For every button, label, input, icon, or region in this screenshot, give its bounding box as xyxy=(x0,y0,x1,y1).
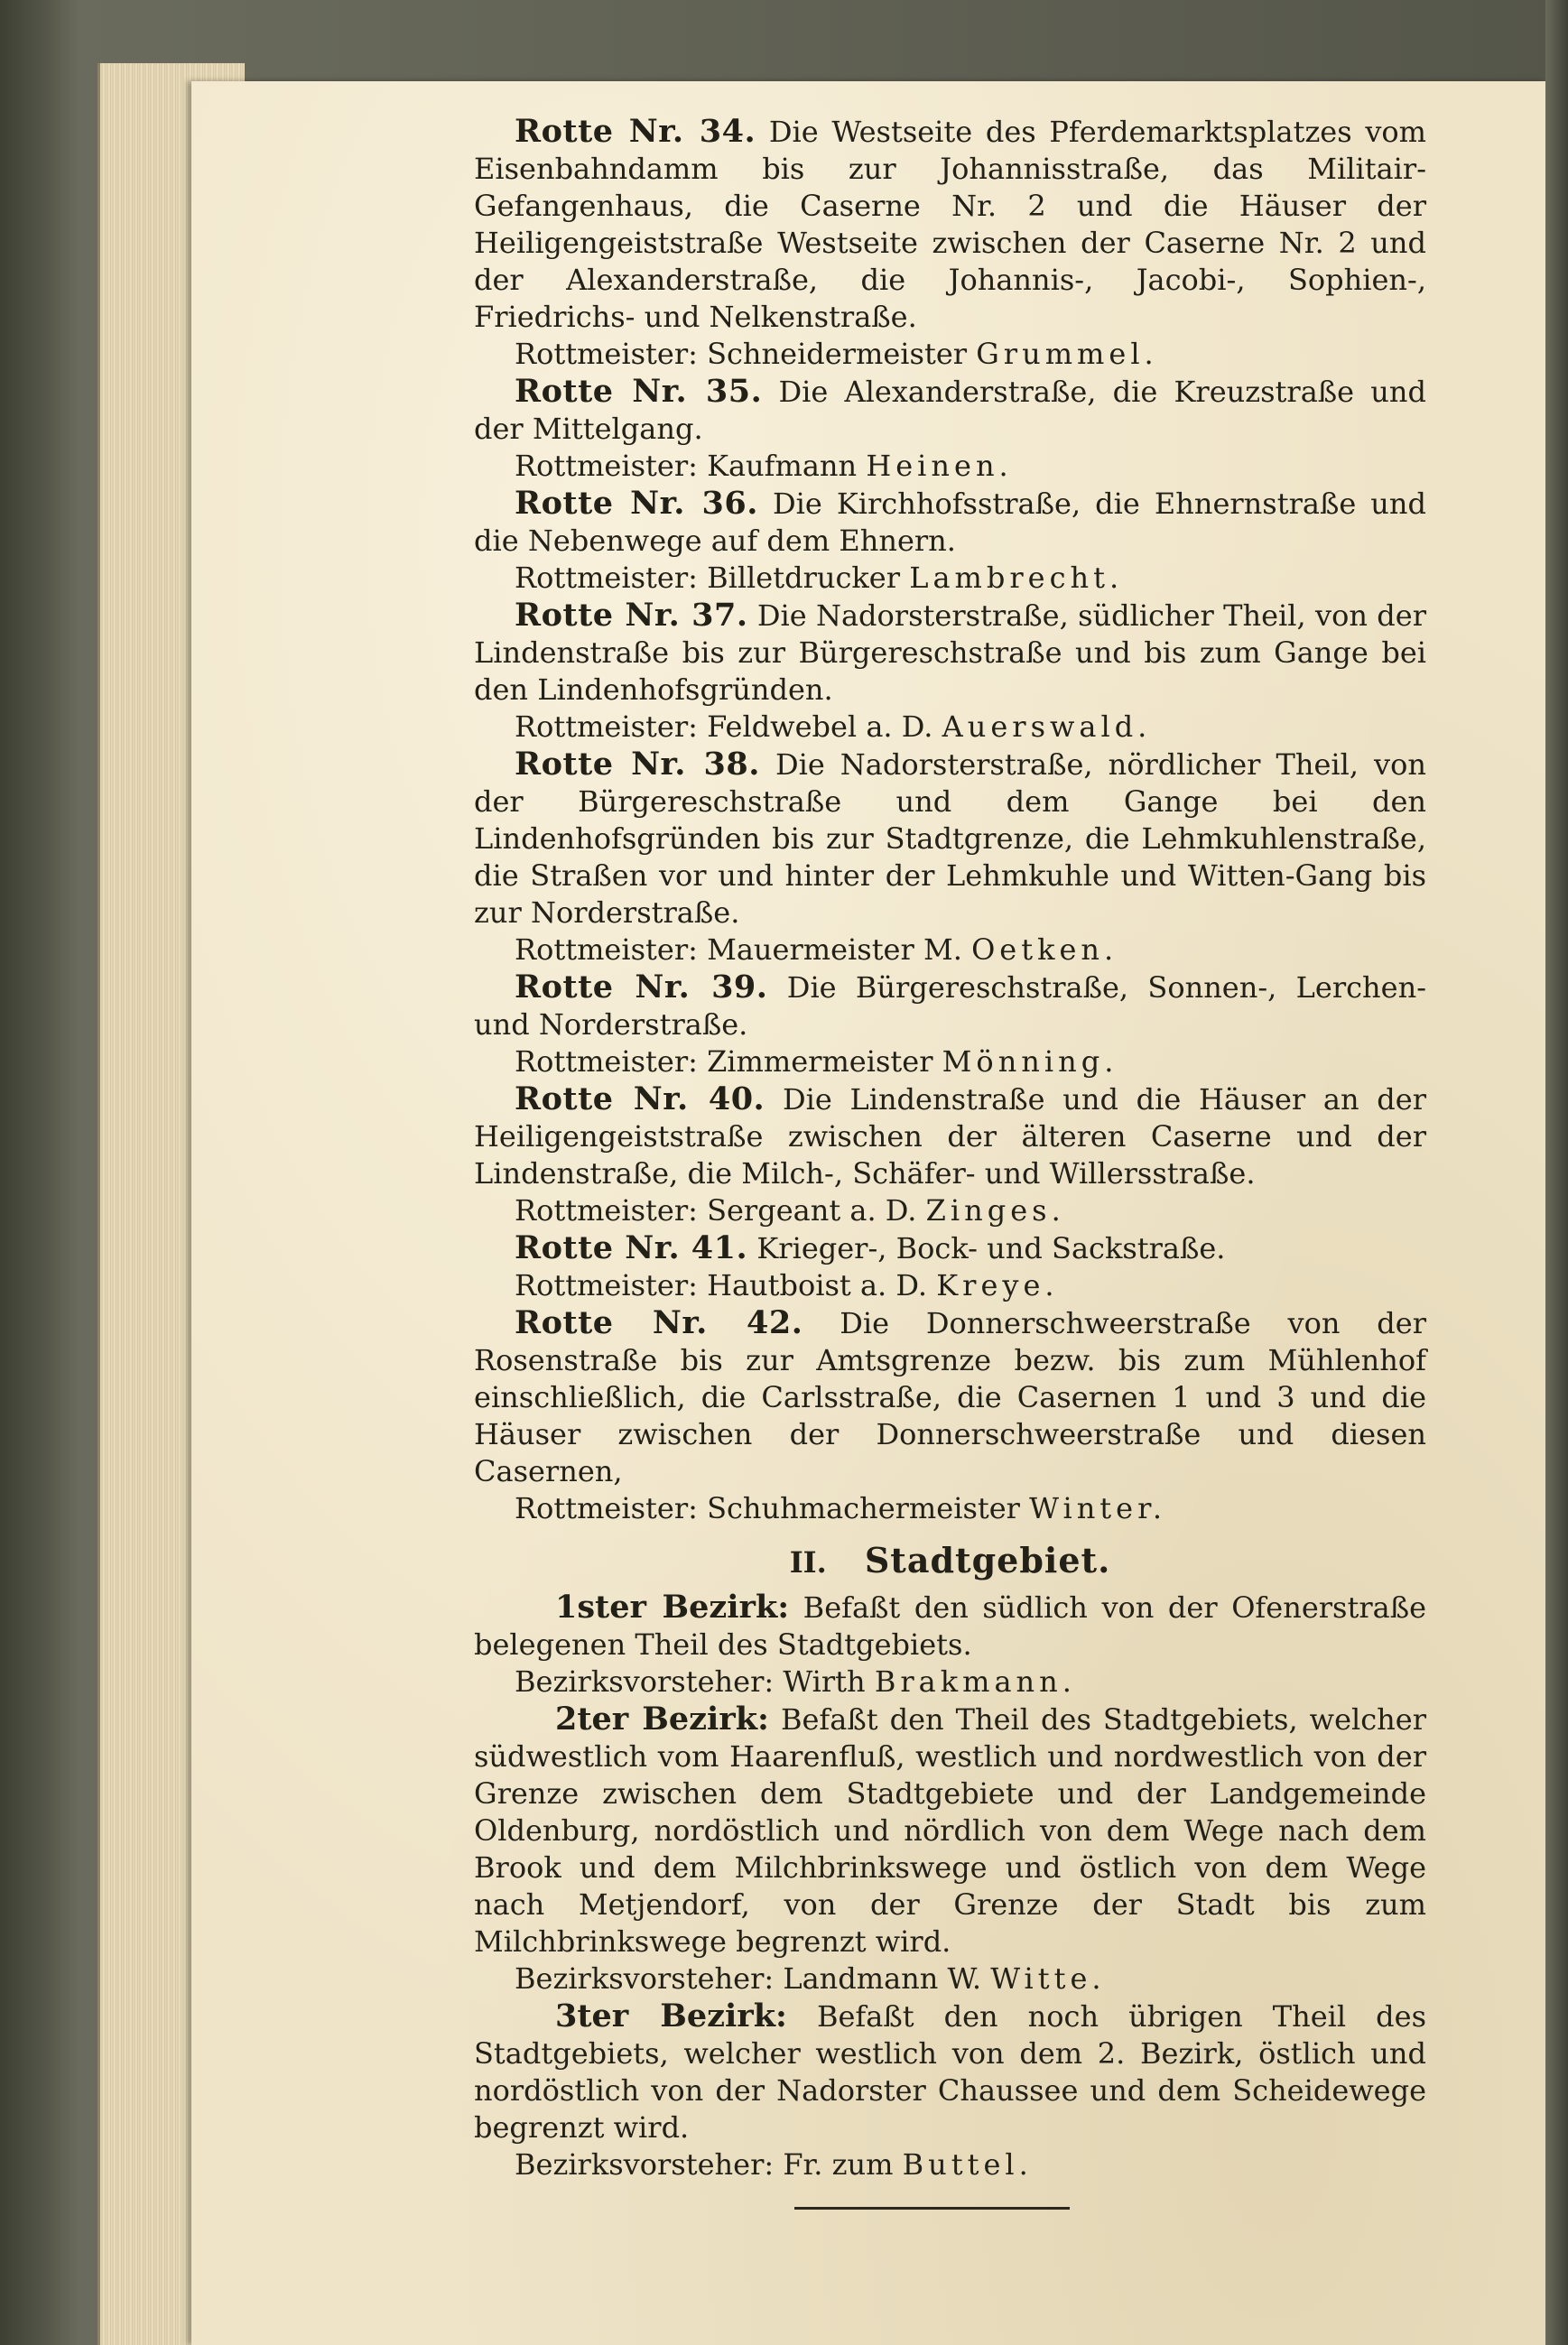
rottmeister-role: Sergeant a. D. xyxy=(707,1193,917,1228)
rottmeister-role: Schuhmachermeister xyxy=(707,1491,1020,1525)
rotte-description: Die Donnerschweerstraße von der Rosenstraße bis zur Amtsgrenze bezw. bis zum Mühlenhof einschließlich, die Carlsstraße, die Casernen 1 und 3 und die Häuser zwischen der Donnerschweerstraße und diesen Casernen, xyxy=(474,1306,1426,1488)
rottmeister-name: Winter. xyxy=(1029,1491,1167,1525)
rotte-entry xyxy=(474,746,1426,932)
rottmeister-name: Mönning. xyxy=(942,1044,1118,1079)
rottmeister-name: Heinen. xyxy=(866,449,1013,483)
rotte-heading: Rotte Nr. 37. xyxy=(515,597,748,634)
rottmeister-line xyxy=(515,448,1426,485)
bezirksvorsteher-line xyxy=(515,2146,1426,2183)
rottmeister-name: Zinges. xyxy=(925,1193,1065,1228)
rottmeister-role: Hautboist a. D. xyxy=(707,1268,928,1302)
bezirksvorsteher-name: Witte. xyxy=(990,1961,1106,1996)
rotte-description: Die Westseite des Pferdemarktsplatzes vom Eisenbahndamm bis zur Johannisstraße, das Militair-Gefangenhaus, die Caserne Nr. 2 und die Häuser der Heiligengeiststraße Westseite zwischen der Caserne Nr. 2 und der Alexanderstraße, die Johannis-, Jacobi-, Sophien-, Friedrichs- und Nelkenstraße. xyxy=(474,115,1426,334)
bezirk-description: Befaßt den südlich von der Ofenerstraße belegenen Theil des Stadtgebiets. xyxy=(474,1590,1427,1662)
bezirksvorsteher-name: Buttel. xyxy=(902,2147,1033,2182)
rotte-entry xyxy=(474,113,1426,336)
bezirk-entry xyxy=(474,1589,1426,1664)
rottmeister-line xyxy=(515,1043,1426,1080)
rottmeister-line xyxy=(515,336,1426,373)
rottmeister-line xyxy=(515,560,1426,597)
bezirk-heading: 3ter Bezirk: xyxy=(555,1997,787,2034)
rotte-description: Krieger-, Bock- und Sackstraße. xyxy=(756,1231,1226,1265)
section-number: II. xyxy=(789,1545,827,1580)
bezirksvorsteher-label: Bezirksvorsteher: xyxy=(515,1664,775,1699)
rottmeister-name: Kreye. xyxy=(936,1268,1059,1302)
rotte-heading: Rotte Nr. 38. xyxy=(515,746,760,783)
rottmeister-role: Mauermeister M. xyxy=(707,932,962,967)
rotte-description: Die Nadorsterstraße, südlicher Theil, von der Lindenstraße bis zur Bürgereschstraße und bis zum Gange bei den Lindenhofsgründen. xyxy=(474,598,1427,707)
rottmeister-label: Rottmeister: xyxy=(515,1044,698,1079)
rottmeister-line xyxy=(515,1267,1426,1304)
rotte-description: Die Kirchhofsstraße, die Ehnernstraße und die Nebenwege auf dem Ehnern. xyxy=(474,487,1427,558)
rottmeister-role: Billetdrucker xyxy=(707,561,901,595)
rottmeister-role: Feldwebel a. D. xyxy=(707,709,933,744)
rottmeister-line xyxy=(515,932,1426,969)
rottmeister-name: Oetken. xyxy=(971,932,1118,967)
rottmeister-label: Rottmeister: xyxy=(515,709,698,744)
rotte-entry xyxy=(474,1304,1426,1490)
bezirk-description: Befaßt den Theil des Stadtgebiets, welcher südwestlich vom Haarenfluß, westlich und nordwestlich von der Grenze zwischen dem Stadtgebiete und der Landgemeinde Oldenburg, nordöstlich und nördlich von dem Wege nach dem Brook und dem Milchbrinkswege und östlich von dem Wege nach Metjendorf, von der Grenze der Stadt bis zum Milchbrinkswege begrenzt wird. xyxy=(474,1702,1426,1959)
rottmeister-line xyxy=(515,709,1426,746)
section-heading xyxy=(474,1540,1426,1583)
page-text xyxy=(474,113,1426,2210)
closing-rule xyxy=(794,2207,1070,2210)
section-title: Stadtgebiet. xyxy=(864,1540,1111,1580)
rotte-heading: Rotte Nr. 39. xyxy=(515,969,768,1006)
rottmeister-role: Zimmermeister xyxy=(707,1044,933,1079)
binding-shadow xyxy=(1545,0,1568,2345)
rotte-heading: Rotte Nr. 42. xyxy=(515,1304,803,1341)
rotte-heading: Rotte Nr. 36. xyxy=(515,485,758,522)
bezirksvorsteher-role: Fr. zum xyxy=(783,2147,894,2182)
rottmeister-label: Rottmeister: xyxy=(515,449,698,483)
rottmeister-role: Schneidermeister xyxy=(707,337,968,371)
rotte-entry xyxy=(474,1080,1426,1192)
rottmeister-label: Rottmeister: xyxy=(515,1268,698,1302)
rotte-heading: Rotte Nr. 41. xyxy=(515,1229,748,1266)
bezirk-entry xyxy=(474,1701,1426,1960)
rotte-entry xyxy=(474,485,1426,560)
rottmeister-role: Kaufmann xyxy=(707,449,858,483)
bezirksvorsteher-label: Bezirksvorsteher: xyxy=(515,1961,775,1996)
rotte-description: Die Nadorsterstraße, nördlicher Theil, von der Bürgereschstraße und dem Gange bei den Lindenhofsgründen bis zur Stadtgrenze, die Lehmkuhlenstraße, die Straßen vor und hinter der Lehmkuhle und Witten-Gang bis zur Norderstraße. xyxy=(474,747,1427,930)
rotte-entry xyxy=(474,1229,1426,1267)
rottmeister-label: Rottmeister: xyxy=(515,1491,698,1525)
rotte-description: Die Alexanderstraße, die Kreuzstraße und der Mittelgang. xyxy=(474,375,1427,446)
bezirksvorsteher-line xyxy=(515,1664,1426,1701)
bezirksvorsteher-label: Bezirksvorsteher: xyxy=(515,2147,775,2182)
bezirksvorsteher-name: Brakmann. xyxy=(874,1664,1076,1699)
rotte-entry xyxy=(474,373,1426,448)
rotte-entry xyxy=(474,969,1426,1043)
bezirk-entry xyxy=(474,1997,1426,2146)
rotte-heading: Rotte Nr. 34. xyxy=(515,113,756,150)
bezirk-heading: 1ster Bezirk: xyxy=(555,1589,790,1626)
bezirksvorsteher-role: Landmann W. xyxy=(783,1961,982,1996)
rotte-heading: Rotte Nr. 35. xyxy=(515,373,763,410)
rottmeister-label: Rottmeister: xyxy=(515,337,698,371)
bezirksvorsteher-line xyxy=(515,1960,1426,1997)
rotte-description: Die Bürgereschstraße, Sonnen-, Lerchen- und Norderstraße. xyxy=(474,970,1427,1042)
rottmeister-label: Rottmeister: xyxy=(515,1193,698,1228)
rotte-heading: Rotte Nr. 40. xyxy=(515,1080,765,1117)
rotte-description: Die Lindenstraße und die Häuser an der Heiligengeiststraße zwischen der älteren Caserne und der Lindenstraße, die Milch-, Schäfer- und Willersstraße. xyxy=(474,1082,1427,1191)
rottmeister-name: Grummel. xyxy=(976,337,1158,371)
rottmeister-name: Auerswald. xyxy=(942,709,1152,744)
rottmeister-line xyxy=(515,1192,1426,1229)
rottmeister-line xyxy=(515,1490,1426,1527)
rottmeister-label: Rottmeister: xyxy=(515,561,698,595)
rottmeister-name: Lambrecht. xyxy=(909,561,1124,595)
bezirk-heading: 2ter Bezirk: xyxy=(555,1701,769,1738)
rottmeister-label: Rottmeister: xyxy=(515,932,698,967)
bezirk-description: Befaßt den noch übrigen Theil des Stadtgebiets, welcher westlich von dem 2. Bezirk, östlich und nordöstlich von der Nadorster Chaussee und dem Scheidewege begrenzt wird. xyxy=(474,1999,1426,2145)
rotte-entry xyxy=(474,597,1426,709)
bezirksvorsteher-role: Wirth xyxy=(783,1664,866,1699)
